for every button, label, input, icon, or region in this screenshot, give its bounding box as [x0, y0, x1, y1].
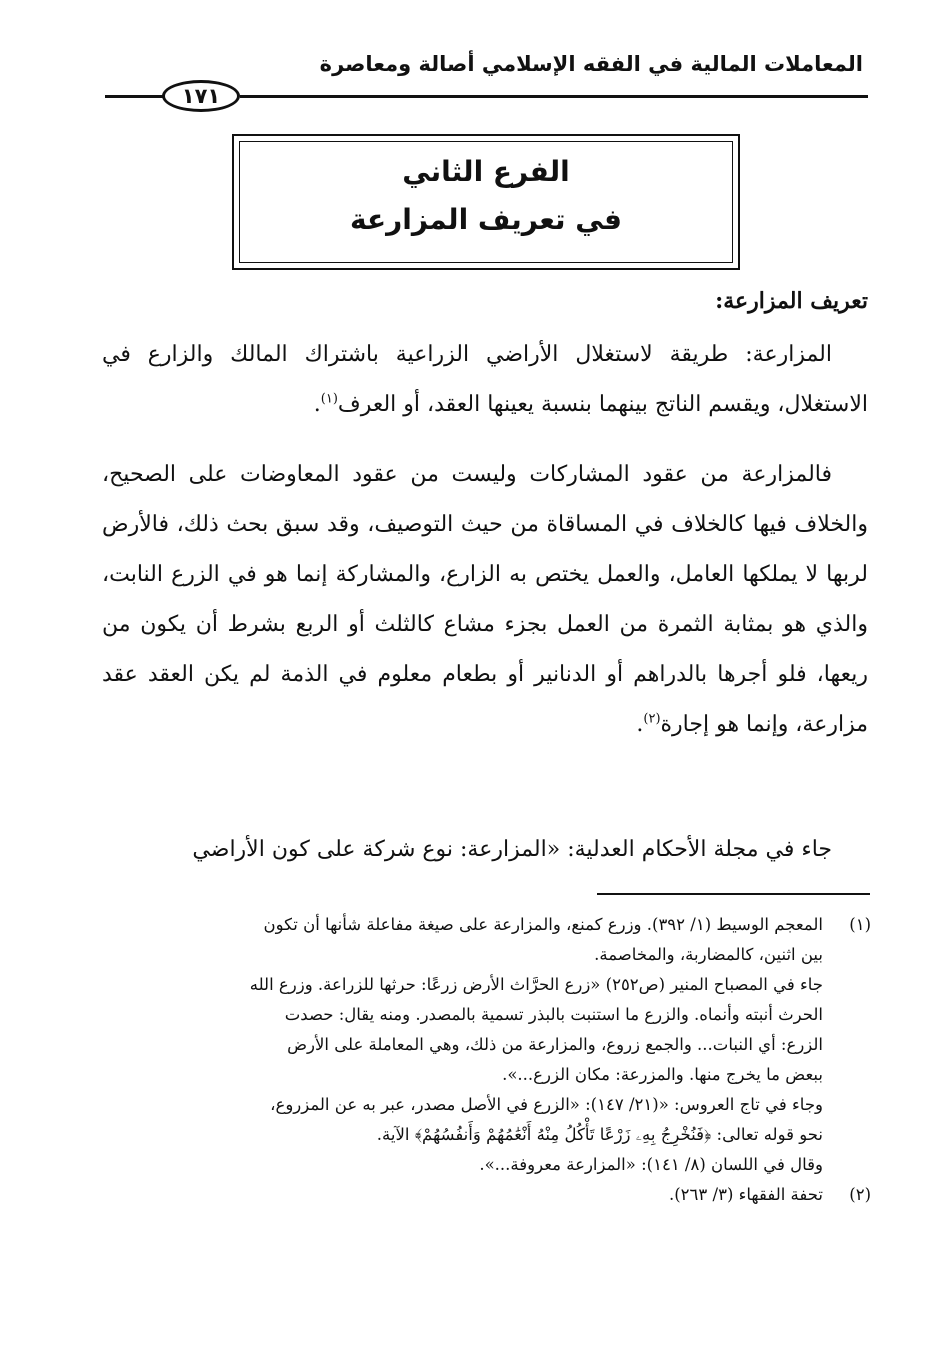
footnote-line: جاء في المصباح المنير (ص٢٥٢) «زرع الحرَّاث الأرض زرعًا: حرثها للزراعة. وزرع الله — [249, 975, 823, 994]
footnote-line: وجاء في تاج العروس: «(٢١/ ١٤٧): «الزرع في الأصل مصدر، عبر به عن المزروع، — [270, 1095, 823, 1114]
footnote-2 — [102, 1180, 871, 1210]
footnote-line: الزرع: أي النبات... والجمع زروع، والمزارعة من ذلك، وهي المعاملة على الأرض — [287, 1035, 823, 1054]
paragraph-1: المزارعة: طريقة لاستغلال الأراضي الزراعية باشتراك المالك والزارع في الاستغلال، ويقسم الناتج بينهما بنسبة يعينها العقد، أو العرف$^{(١)}$. — [102, 342, 868, 417]
paragraph-3: جاء في مجلة الأحكام العدلية: «المزارعة: نوع شركة على كون الأراضي — [192, 837, 832, 862]
footnote-line: المعجم الوسيط (١/ ٣٩٢). وزرع كمنع، والمزارعة على صيغة مفاعلة شأنها أن تكون — [263, 915, 823, 934]
footnote-2-number: (٢) — [849, 1185, 871, 1204]
running-title: المعاملات المالية في الفقه الإسلامي أصالة ومعاصرة — [319, 52, 863, 76]
footnote-line: وقال في اللسان (٨/ ١٤١): «المزارعة معروفة...». — [479, 1155, 823, 1174]
footnote-separator — [597, 893, 870, 895]
section-title-line-2: في تعريف المزارعة — [350, 203, 622, 236]
footnote-ref-1: (١) — [320, 391, 338, 407]
footnote-ref-2: (٢) — [643, 711, 661, 727]
paragraph-1-text: المزارعة: طريقة لاستغلال الأراضي الزراعية باشتراك المالك والزارع في الاستغلال، ويقسم الناتج بينهما بنسبة يعينها العقد، أو العرف — [102, 342, 868, 417]
page-number: ١٧١ — [162, 80, 240, 112]
subheading: تعريف المزارعة: — [715, 288, 868, 314]
header-rule — [105, 95, 165, 98]
footnote-line: بين اثنين، كالمضاربة، والمخاصمة. — [594, 945, 823, 964]
section-title-box — [232, 134, 740, 270]
paragraph-2: فالمزارعة من عقود المشاركات وليست من عقود المعاوضات على الصحيح، والخلاف فيها كالخلاف في المساقاة من حيث التوصيف، وقد سبق بحث ذلك، فالأرض لربها لا يملكها العامل، والعمل يختص به الزارع، والمشاركة إنما هو في الزرع النابت، والذي هو بمثابة الثمرة من العمل بجزء مشاع كالثلث أو الربع بشرط أن يكون من ريعها، فلو أجرها بالدراهم أو الدنانير أو بطعام معلوم في الذمة لم يكن العقد عقد مزارعة، وإنما هو إجارة$^{(٢)}$. — [102, 462, 868, 737]
section-title-line-1: الفرع الثاني — [402, 155, 570, 188]
footnote-line: الحرث أنبته وأنماه. والزرع ما استنبت بالبذر تسمية بالمصدر. ومنه يقال: حصدت — [284, 1005, 823, 1024]
footnote-line: ببعض ما يخرج منها. والمزرعة: مكان الزرع...». — [502, 1065, 823, 1084]
footnote-1 — [102, 910, 871, 1180]
footnote-line: نحو قوله تعالى: ﴿فَنُخْرِجُ بِهِۦ زَرْعًا تَأْكُلُ مِنْهُ أَنْعَٰمُهُمْ وَأَنفُسُهُمْ﴾ الآية. — [376, 1125, 823, 1144]
footnote-line: تحفة الفقهاء (٣/ ٢٦٣). — [668, 1185, 823, 1204]
paragraph-2-text: فالمزارعة من عقود المشاركات وليست من عقود المعاوضات على الصحيح، والخلاف فيها كالخلاف في المساقاة من حيث التوصيف، وقد سبق بحث ذلك، فالأرض لربها لا يملكها العامل، والعمل يختص به الزارع، والمشاركة إنما هو في الزرع النابت، والذي هو بمثابة الثمرة من العمل بجزء مشاع كالثلث أو الربع بشرط أن يكون من ريعها، فلو أجرها بالدراهم أو الدنانير أو بطعام معلوم في الذمة لم يكن العقد عقد مزارعة، وإنما هو إجارة — [102, 462, 868, 737]
header-rule — [240, 95, 868, 98]
footnotes — [102, 910, 871, 1210]
footnote-1-number: (١) — [849, 915, 871, 934]
